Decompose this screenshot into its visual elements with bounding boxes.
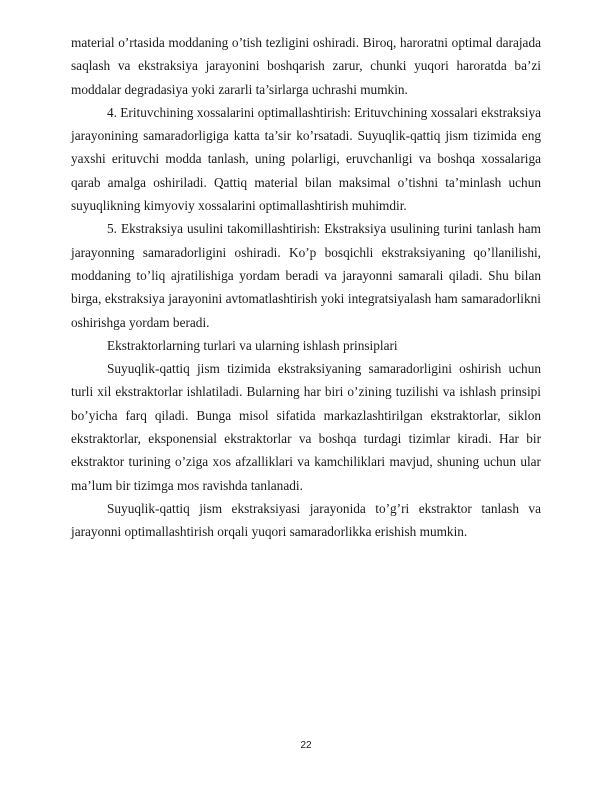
paragraph-conclusion: Suyuqlik-qattiq jism ekstraksiyasi jarayonida to’g’ri ekstraktor tanlash va jarayonni optimallashtirish orqali yuqori samaradorlikka erishish mumkin. [71, 500, 541, 540]
paragraph-temperature-continuation: material o’rtasida moddaning o’tish tezligini oshiradi. Biroq, haroratni optimal darajada saqlash va ekstraksiya jarayonini boshqarish zarur, chunki yuqori haroratda ba’zi moddalar degradasiya yoki zararli ta’sirlarga uchrashi mumkin. [71, 35, 541, 97]
page-body [71, 31, 541, 544]
page-number: 22 [300, 740, 312, 751]
paragraph-solvent-properties: 4. Erituvchining xossalarini optimallashtirish: Erituvchining xossalari ekstraksiya jarayonining samaradorligiga katta ta’sir ko’rsatadi. Suyuqlik-qattiq jism tizimida eng yaxshi erituvchi modda tanlash, uning polarligi, eruvchanligi va boshqa xossalariga qarab amalga oshiriladi. Qattiq material bilan maksimal o’tishni ta’minlash uchun suyuqlikning kimyoviy xossalarini optimallashtirish muhimdir. [71, 104, 541, 214]
paragraph-extraction-method: 5. Ekstraksiya usulini takomillashtirish: Ekstraksiya usulining turini tanlash ham jarayonning samaradorligini oshiradi. Ko’p bosqichli ekstraksiyaning qo’llanilishi, moddaning to’liq ajratilishiga yordam beradi va jarayonni samarali qiladi. Shu bilan birga, ekstraksiya jarayonini avtomatlashtirish yoki integratsiyalash ham samaradorlikni oshirishga yordam beradi. [71, 221, 541, 330]
paragraph-extractor-types: Suyuqlik-qattiq jism tizimida ekstraksiyaning samaradorligini oshirish uchun turli xil ekstraktorlar ishlatiladi. Bularning har biri o’zining tuzilishi va ishlash prinsipi bo’yicha farq qiladi. Bunga misol sifatida markazlashtirilgan ekstraktorlar, siklon ekstraktorlar, eksponensial ekstraktorlar va boshqa turdagi tizimlar kiradi. Har bir ekstraktor turining o’ziga xos afzalliklari va kamchiliklari mavjud, shuning uchun ular ma’lum bir tizimga mos ravishda tanlanadi. [71, 361, 541, 493]
section-heading-extractor-types: Ekstraktorlarning turlari va ularning ishlash prinsiplari [107, 337, 398, 353]
